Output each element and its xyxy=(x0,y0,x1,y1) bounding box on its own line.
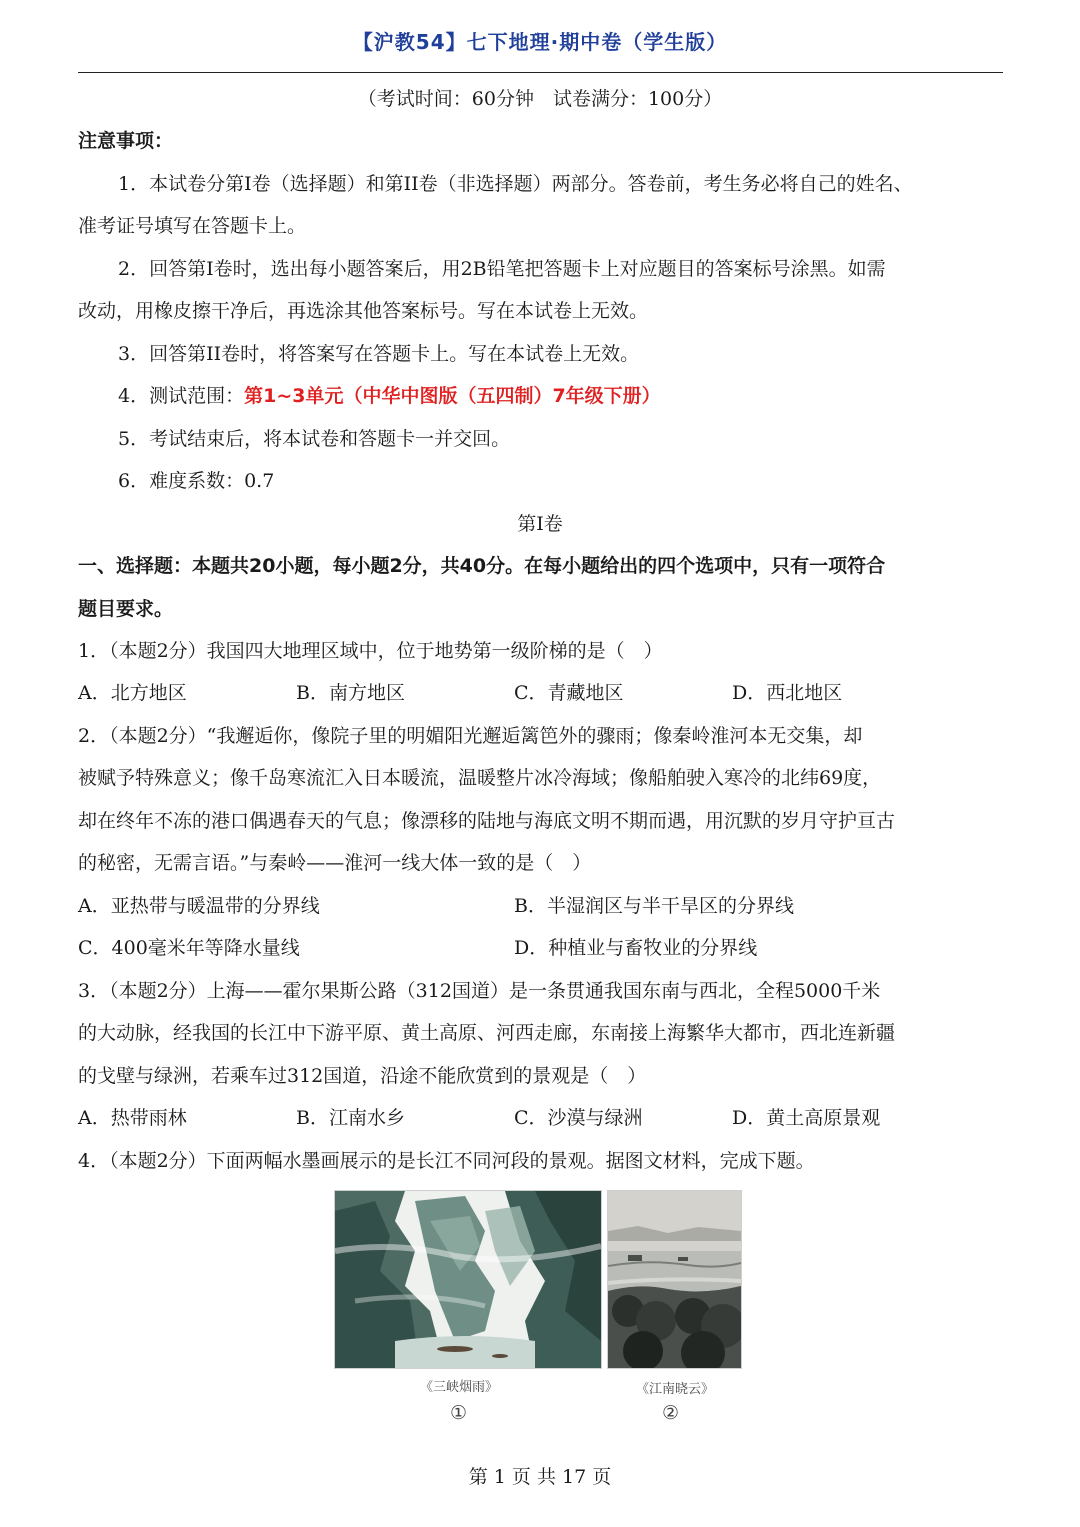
q1-stem: 1．（本题2分）我国四大地理区域中，位于地势第一级阶梯的是（ ） xyxy=(78,640,663,662)
painting-2-caption: 《江南晓云》 xyxy=(636,1382,715,1397)
painting-1-caption: 《三峡烟雨》 xyxy=(420,1380,499,1395)
note-item-3: 3．回答第II卷时，将答案写在答题卡上。写在本试卷上无效。 xyxy=(118,343,640,365)
q1-option-d: D．西北地区 xyxy=(732,682,843,704)
q2-stem-3: 却在终年不冻的港口偶遇春天的气息；像漂移的陆地与海底文明不期而遇，用沉默的岁月守护亘古 xyxy=(78,810,896,832)
painting-three-gorges-art xyxy=(335,1191,601,1368)
notes-heading: 注意事项： xyxy=(78,130,174,152)
painting-1-number: ① xyxy=(450,1402,468,1424)
test-scope-highlight: 第1~3单元（中华中图版（五四制）7年级下册） xyxy=(244,385,661,407)
note-item-6: 6．难度系数：0.7 xyxy=(118,470,275,492)
page-header-title: 【沪教54】七下地理·期中卷（学生版） xyxy=(352,30,728,54)
note-item-2a: 2．回答第I卷时，选出每小题答案后，用2B铅笔把答题卡上对应题目的答案标号涂黑。如需 xyxy=(118,258,886,280)
section-instruction-b: 题目要求。 xyxy=(78,598,174,620)
q1-option-a: A．北方地区 xyxy=(78,682,187,704)
painting-jiangnan-art xyxy=(608,1191,741,1368)
note-item-2b: 改动，用橡皮擦干净后，再选涂其他答案标号。写在本试卷上无效。 xyxy=(78,300,649,322)
note-item-1a: 1．本试卷分第I卷（选择题）和第II卷（非选择题）两部分。答卷前，考生务必将自己的姓名、 xyxy=(118,173,913,195)
q2-stem-1: 2．（本题2分）“我邂逅你，像院子里的明媚阳光邂逅篱笆外的骤雨；像秦岭淮河本无交集，却 xyxy=(78,725,863,747)
q3-stem-1: 3．（本题2分）上海——霍尔果斯公路（312国道）是一条贯通我国东南与西北，全程5000千米 xyxy=(78,980,881,1002)
q3-stem-3: 的戈壁与绿洲，若乘车过312国道，沿途不能欣赏到的景观是（ ） xyxy=(78,1065,647,1087)
header-divider xyxy=(78,72,1003,73)
painting-jiangnan xyxy=(607,1190,742,1369)
note-item-5: 5．考试结束后，将本试卷和答题卡一并交回。 xyxy=(118,428,511,450)
q2-stem-2: 被赋予特殊意义；像千岛寒流汇入日本暖流，温暖整片冰冷海域；像船舶驶入寒冷的北纬69度， xyxy=(78,767,882,789)
painting-2-number: ② xyxy=(662,1402,680,1424)
q2-stem-4: 的秘密，无需言语。”与秦岭——淮河一线大体一致的是（ ） xyxy=(78,852,592,874)
q3-option-d: D．黄土高原景观 xyxy=(732,1107,881,1129)
q1-option-b: B．南方地区 xyxy=(296,682,405,704)
note-item-1b: 准考证号填写在答题卡上。 xyxy=(78,215,307,237)
section-instruction-a: 一、选择题：本题共20小题，每小题2分，共40分。在每小题给出的四个选项中，只有一项符合 xyxy=(78,555,886,577)
q2-option-a: A．亚热带与暖温带的分界线 xyxy=(78,895,320,917)
q2-option-b: B．半湿润区与半干旱区的分界线 xyxy=(514,895,794,917)
q3-option-b: B．江南水乡 xyxy=(296,1107,405,1129)
note-item-4 xyxy=(118,383,661,409)
painting-three-gorges xyxy=(334,1190,602,1369)
section-title: 第I卷 xyxy=(517,513,563,535)
q4-stem: 4．（本题2分）下面两幅水墨画展示的是长江不同河段的景观。据图文材料，完成下题。 xyxy=(78,1150,815,1172)
q1-option-c: C．青藏地区 xyxy=(514,682,624,704)
q3-option-c: C．沙漠与绿洲 xyxy=(514,1107,643,1129)
q3-stem-2: 的大动脉，经我国的长江中下游平原、黄土高原、河西走廊，东南接上海繁华大都市，西北连新疆 xyxy=(78,1022,896,1044)
q2-option-c: C．400毫米年等降水量线 xyxy=(78,937,300,959)
page-footer: 第 1 页 共 17 页 xyxy=(468,1466,612,1488)
exam-info: （考试时间：60分钟 试卷满分：100分） xyxy=(357,88,723,110)
note-item-4-prefix: 4．测试范围： xyxy=(118,385,245,407)
q3-option-a: A．热带雨林 xyxy=(78,1107,187,1129)
q2-option-d: D．种植业与畜牧业的分界线 xyxy=(514,937,758,959)
